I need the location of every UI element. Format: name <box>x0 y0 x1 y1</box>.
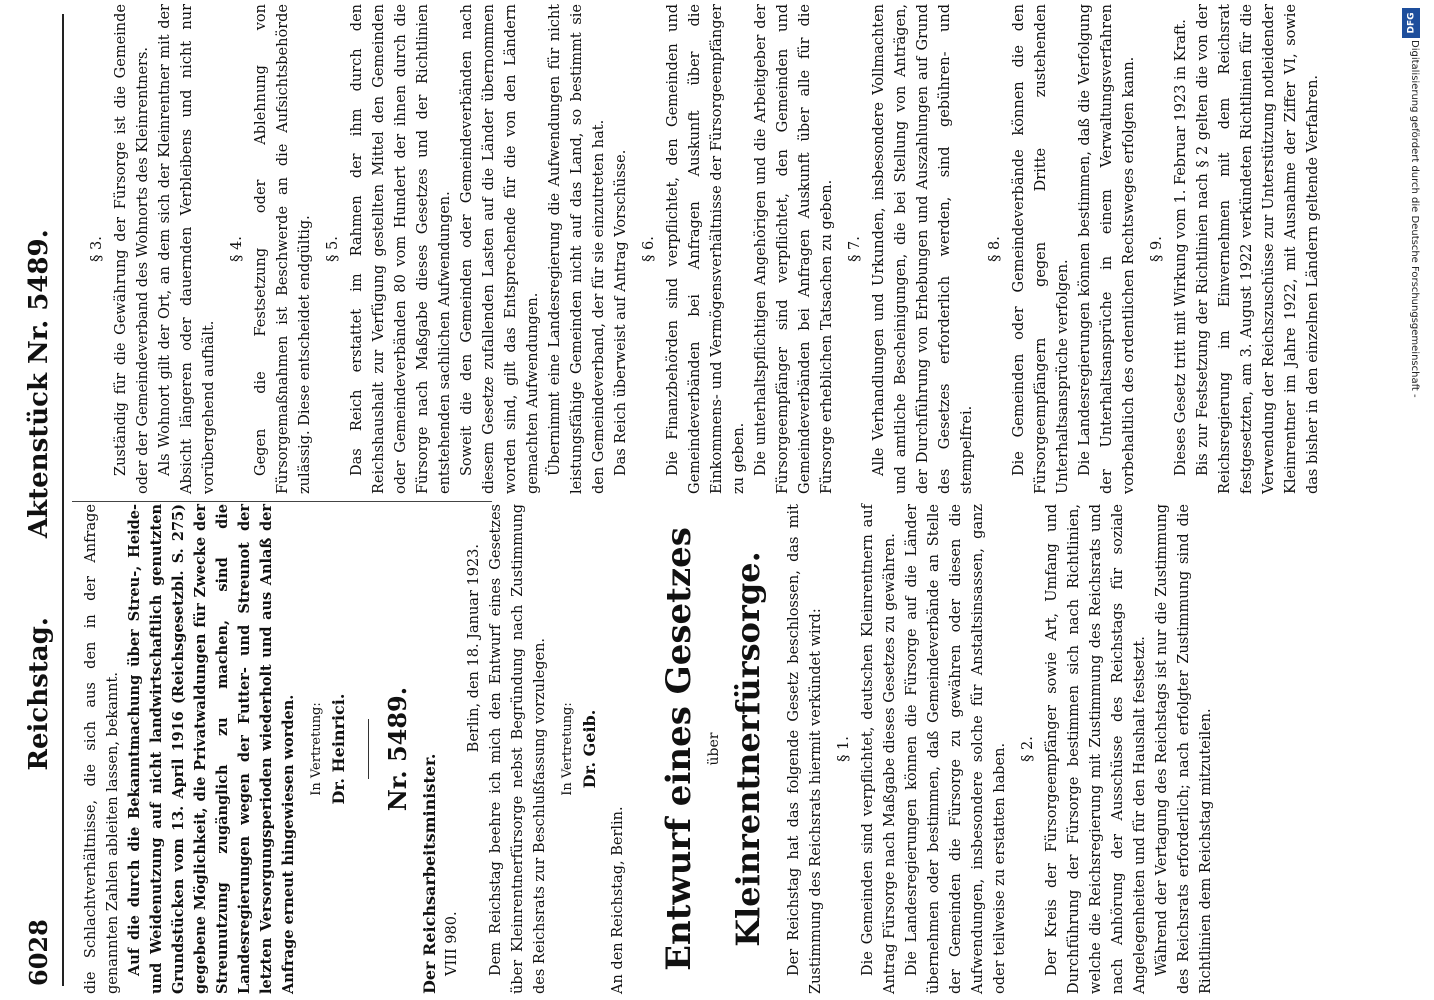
section-paragraph: Die Landesregierungen können die Fürsorge auf die Länder übernehmen oder bestimmen, daß Gemeindeverbände an Stelle der Gemeinden die Fürsorge zu gewähren oder diesen die Aufwendungen, insbesondere solche für Anstaltsinsassen, ganz oder teilweise zu erstatten haben. <box>904 504 1008 994</box>
page-number: 6028 <box>24 919 53 986</box>
section-paragraph: Bis zur Festsetzung der Richtlinien nach § 2 gelten die von der Reichsregierung im Einvernehmen mit dem Reichsrat festgesetzten, am 3. August 1922 verkündeten Richtlinien für die Verwendung der Reichszuschüsse zur Unterstützung notleidender Kleinrentner im Jahre 1922, mit Ausnahme der Ziffer VI, sowie das bisher in den einzelnen Ländern geltende Verfahren. <box>1195 4 1321 494</box>
section-heading: § 5. <box>325 236 341 262</box>
header-rule <box>62 14 64 986</box>
running-title: Reichstag. <box>24 617 54 771</box>
section-heading: § 1. <box>836 736 852 762</box>
section-paragraph: Das Reich erstattet im Rahmen der ihm durch den Reichshaushalt zur Verfügung gestellten Mittel den Gemeinden oder Gemeindeverbänden 80 vom Hundert der ihnen durch die Fürsorge nach Maßgabe dieses Gesetzes und der Richtlinien entstehenden sachlichen Aufwendungen. <box>349 4 453 494</box>
dfg-logo-text: DFG <box>1406 12 1417 34</box>
document-number-heading: Nr. 5489. <box>383 686 412 812</box>
digitization-credit: Digitalisierung gefördert durch die Deutsche Forschungsgemeinschaft - <box>1409 40 1420 398</box>
section-paragraph: Dieses Gesetz tritt mit Wirkung vom 1. Februar 1923 in Kraft. <box>1173 19 1189 476</box>
section-paragraph: Das Reich überweist auf Antrag Vorschüsse. <box>613 149 629 476</box>
section-heading: § 4. <box>229 236 245 262</box>
draft-subject-title: Kleinrentnerfürsorge. <box>729 551 767 947</box>
section-heading: § 2. <box>1020 736 1036 762</box>
section-paragraph: Die Finanzbehörden sind verpflichtet, den Gemeinden und Gemeindeverbänden bei Anfragen Auskunft über die Einkommens- und Vermögensverhältnisse der Fürsorgeempfänger zu geben. <box>665 4 747 494</box>
section-heading: § 3. <box>89 236 105 262</box>
section-paragraph: Als Wohnort gilt der Ort, an dem sich der Kleinrentner mit der Absicht längeren oder dauernden Verbleibens und nicht nur vorübergehend aufhält. <box>157 4 217 494</box>
document-label: Aktenstück Nr. 5489. <box>24 229 54 539</box>
addressee: An den Reichstag, Berlin. <box>610 806 626 994</box>
digitization-credit-strip <box>1390 0 1434 1000</box>
continuation-paragraph: Auf die durch die Bekanntmachung über Streu-, Heide- und Weidenutzung auf nicht landwirtschaftlich genutzten Grundstücken vom 13. April 1916 (Reichsgesetzbl. S. 275) gegebene Möglichkeit, die Privatwaldungen für Zwecke der Streunutzung zugänglich zu machen, sind die Landesregierungen wegen der Futter- und Streunot der letzten Versorgungsperioden wiederholt und aus Anlaß der Anfrage erneut hingewiesen worden. <box>126 504 297 994</box>
section-paragraph: Soweit die den Gemeinden oder Gemeindeverbänden nach diesem Gesetze zufallenden Lasten auf die Länder übernommen worden sind, gilt das Entsprechende für die von den Ländern gemachten Aufwendungen. <box>459 4 541 494</box>
signatory-name: Dr. Heinrici. <box>329 693 348 805</box>
submission-text: Dem Reichstag beehre ich mich den Entwurf eines Gesetzes über Kleinrentnerfürsorge nebst Begründung nach Zustimmung des Reichsrats zur Beschlußfassung vorzulegen. <box>488 504 548 994</box>
representation-label: In Vertretung: <box>560 702 575 796</box>
section-heading: § 7. <box>847 236 863 262</box>
column-divider <box>72 501 492 502</box>
minister-heading: Der Reichsarbeitsminister. <box>420 753 439 994</box>
section-paragraph: Alle Verhandlungen und Urkunden, insbesondere Vollmachten und amtliche Bescheinigungen, die bei Stellung von Anträgen, der Durchführung von Erhebungen und Auszahlungen auf Grund des Gesetzes erforderlich werden, sind gebühren- und stempelfrei. <box>871 4 975 494</box>
dfg-logo-icon <box>1402 8 1420 38</box>
section-paragraph: Gegen die Festsetzung oder Ablehnung von Fürsorgemaßnahmen ist Beschwerde an die Aufsichtsbehörde zulässig. Diese entscheidet endgültig. <box>253 4 313 494</box>
continuation-paragraph: die Schlachtverhältnisse, die sich aus den in der Anfrage genannten Zahlen ableiten lassen, bekannt. <box>83 504 121 994</box>
section-paragraph: Während der Vertagung des Reichstags ist nur die Zustimmung des Reichsrats erforderlich; nach erfolgter Zustimmung sind die Richtlinien dem Reichstag mitzuteilen. <box>1154 504 1214 994</box>
section-paragraph: Die Gemeinden oder Gemeindeverbände können die den Fürsorgeempfängern gegen Dritte zustehenden Unterhaltsansprüche verfolgen. <box>1011 4 1071 494</box>
section-paragraph: Die Landesregierungen können bestimmen, daß die Verfolgung der Unterhaltsansprüche in einem Verwaltungsverfahren vorbehaltlich des ordentlichen Rechtsweges erfolgen kann. <box>1077 4 1137 494</box>
section-paragraph: Die Gemeinden sind verpflichtet, deutschen Kleinrentnern auf Antrag Fürsorge nach Maßgabe dieses Gesetzes zu gewähren. <box>860 504 898 994</box>
right-column <box>80 4 1324 494</box>
section-paragraph: Die unterhaltspflichtigen Angehörigen und die Arbeitgeber der Fürsorgeempfänger sind verpflichtet, den Gemeinden und Gemeindeverbänden bei Anfragen Auskunft über alle für die Fürsorge erheblichen Tatsachen zu geben. <box>753 4 835 494</box>
representation-label: In Vertretung: <box>309 702 324 796</box>
left-column <box>80 504 1217 994</box>
reference-number: VIII 980. <box>444 911 460 976</box>
signatory-name: Dr. Geib. <box>580 709 599 789</box>
place-date: Berlin, den 18. Januar 1923. <box>466 544 482 753</box>
draft-title-connector: über <box>706 732 722 766</box>
section-heading: § 6. <box>641 236 657 262</box>
section-paragraph: Zuständig für die Gewährung der Fürsorge ist die Gemeinde oder der Gemeindeverband des Wohnorts des Kleinrentners. <box>113 4 151 494</box>
section-heading: § 9. <box>1149 236 1165 262</box>
section-paragraph: Übernimmt eine Landesregierung die Aufwendungen für nicht leistungsfähige Gemeinden nicht auf das Land, so bestimmt sie den Gemeindeverband, der für sie einzutreten hat. <box>547 4 607 494</box>
preamble: Der Reichstag hat das folgende Gesetz beschlossen, das mit Zustimmung des Reichsrats hiermit verkündet wird: <box>786 504 824 994</box>
draft-title: Entwurf eines Gesetzes <box>659 527 699 971</box>
section-paragraph: Der Kreis der Fürsorgeempfänger sowie Art, Umfang und Durchführung der Fürsorge bestimmen sich nach Richtlinien, welche die Reichsregierung mit Zustimmung des Reichsrats und nach Anhörung der Ausschüsse des Reichstags für soziale Angelegenheiten und für den Haushalt festsetzt. <box>1044 504 1148 994</box>
running-header <box>24 0 54 1000</box>
section-rule <box>368 719 369 779</box>
section-heading: § 8. <box>987 236 1003 262</box>
